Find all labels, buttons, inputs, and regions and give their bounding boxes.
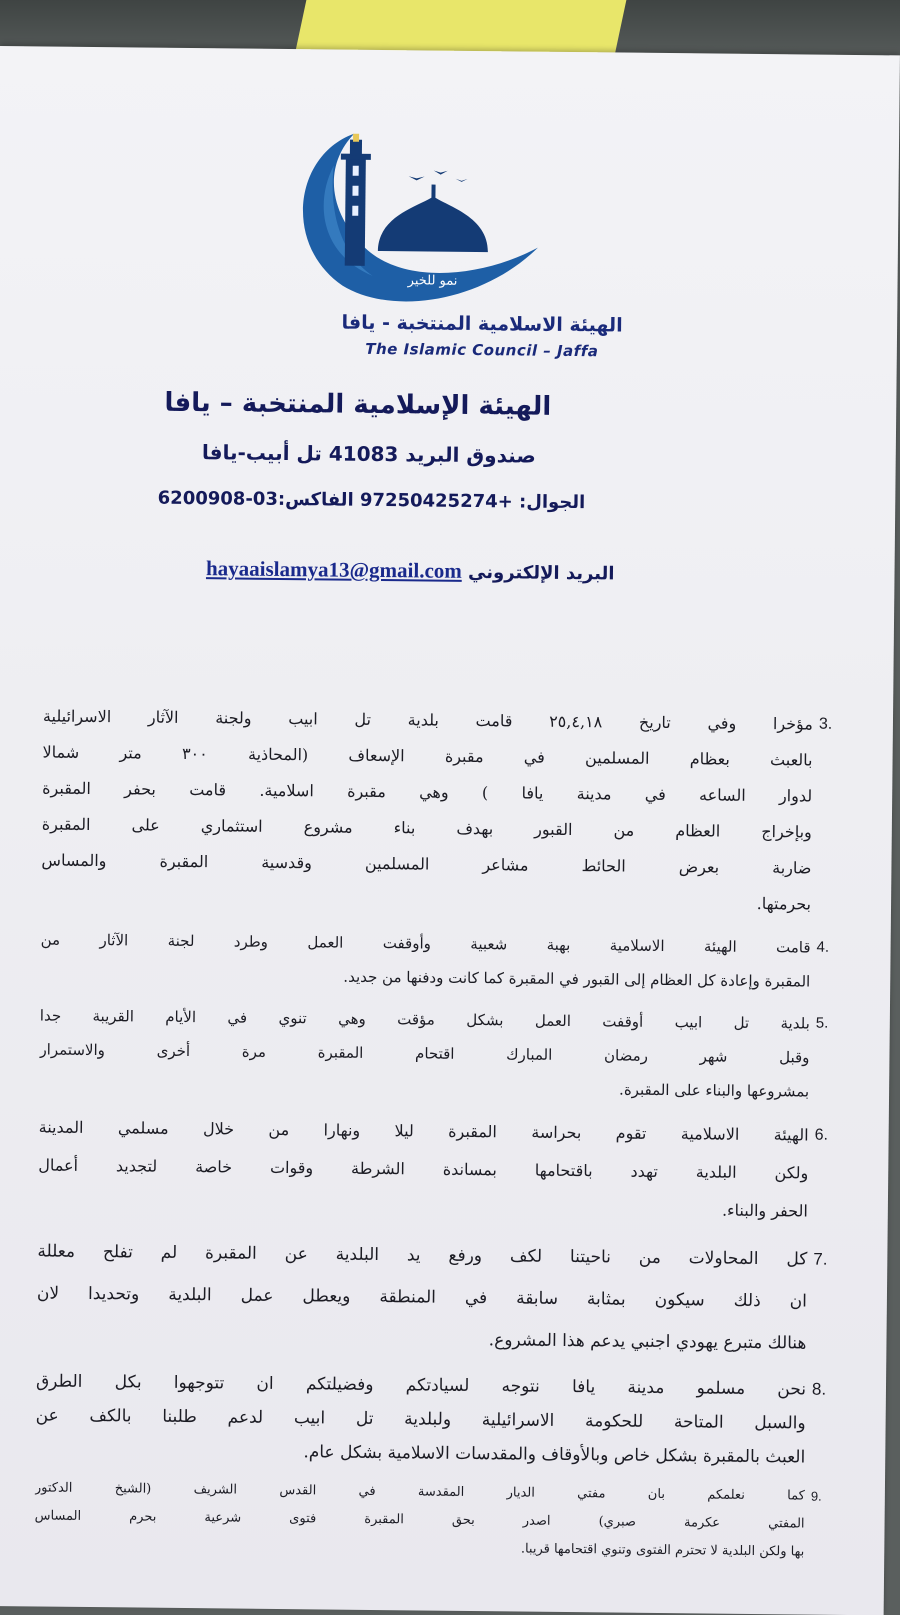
item-line: المفتي عكرمة صبري) اصدر بحق المقبرة فتوى شرعية بحرم المساس (34, 1508, 805, 1532)
item-line: ان ذلك سيكون بمثابة سابقة في المنطقة ويعطل عمل البلدية وتحديدا لان (36, 1283, 808, 1312)
letterhead-phones: الجوال: +97250425274 الفاكس:03-6200908 (157, 487, 586, 514)
item-line: لدوار الساعه في مدينة يافا ) وهي مقبرة اسلامية. قامت بحفر المقبرة (42, 778, 813, 806)
letterhead-title: الهيئة الإسلامية المنتخبة – يافا (164, 387, 552, 422)
item-line: نحن مسلمو مدينة يافا نتوجه لسيادتكم وفضيلتكم ان تتوجهوا بكل الطرق (35, 1371, 807, 1400)
item-line: المقبرة وإعادة كل العظام إلى القبور في المقبرة كما كانت ودفنها من جديد. (343, 967, 811, 991)
item-line: وبإخراج العظام من القبور بهدف بناء مشروع استثماري على المقبرة (41, 814, 812, 842)
item-line: ولكن البلدية تهدد باقتحامها بمساندة الشرطة وقوات خاصة لتجديد أعمال (38, 1155, 809, 1183)
letter-body (34, 698, 833, 1574)
item-number: 4. (816, 938, 830, 956)
item-line: الهيئة الاسلامية تقوم بحراسة المقبرة ليلا ونهارا من خلال مسلمي المدينة (38, 1117, 809, 1145)
item-line: والسبل المتاحة للحكومة الاسرائيلية ولبلدية تل ابيب لدعم طلبنا بالكف عن (35, 1405, 806, 1434)
list-item (39, 998, 829, 1108)
item-number: 5. (815, 1014, 829, 1032)
item-line: كل المحاولات من ناحيتنا لكف ورفع يد البلدية عن المقبرة لم تفلح معللة (37, 1241, 808, 1270)
item-line: كما نعلمكم بان مفتي الديار المقدسة في القدس الشريف (الشيخ الدكتور (34, 1480, 805, 1504)
item-line: بها ولكن البلدية لا تحترم الفتوى وتنوي اقتحامها قريبا. (520, 1541, 805, 1560)
item-line: بالعبث بعظام المسلمين في مقبرة الإسعاف (المحاذية ٣٠٠ متر شمالا (42, 742, 813, 770)
item-line: مؤخرا وفي تاريخ ٢٥,٤,١٨ قامت بلدية تل ابيب ولجنة الآثار الاسرائيلية (42, 706, 814, 734)
list-item (40, 922, 830, 998)
item-number: 8. (811, 1379, 827, 1399)
item-number: 6. (814, 1126, 829, 1144)
logo-english-name: The Islamic Council – Jaffa (365, 339, 599, 361)
logo-script: نمو للخير (407, 273, 458, 289)
item-number: 9. (810, 1488, 822, 1504)
item-line: العبث بالمقبرة بشكل خاص وبالأوقاف والمقدسات الاسلامية بشكل عام. (303, 1442, 806, 1468)
logo-arabic-name: الهيئة الاسلامية المنتخبة - يافا (341, 311, 623, 337)
list-item (38, 1108, 829, 1230)
letter-page (0, 46, 900, 1615)
council-logo (282, 125, 554, 313)
item-number: 7. (813, 1249, 828, 1269)
item-line: هنالك متبرع يهودي اجنبي يدعم هذا المشروع. (488, 1330, 807, 1354)
list-item (35, 1364, 827, 1474)
item-line: بلدية تل ابيب أوقفت العمل بشكل مؤقت وهي تنوي في الأيام القريبة جدا (39, 1006, 810, 1033)
item-line: بحرمتها. (756, 893, 812, 914)
item-line: الحفر والبناء. (721, 1200, 808, 1221)
letterhead-po-box: صندوق البريد 41083 تل أبيب-يافا (201, 440, 536, 468)
email-link[interactable]: hayaaislamya13@gmail.com (205, 556, 462, 583)
list-item (41, 698, 833, 922)
list-item (34, 1474, 822, 1566)
list-item (36, 1230, 828, 1364)
email-row (206, 556, 615, 585)
item-line: ضاربة بعرض الحائط مشاعر المسلمين وقدسية المقبرة والمساس (41, 850, 812, 878)
item-number: 3. (818, 715, 833, 733)
item-line: بمشروعها والبناء على المقبرة. (619, 1080, 810, 1101)
item-line: وقبل شهر رمضان المبارك اقتحام المقبرة مرة أخرى والاستمرار (39, 1040, 810, 1067)
item-line: قامت الهيئة الاسلامية بهبة شعبية وأوقفت العمل وطرد لجنة الآثار من (40, 930, 811, 957)
email-label: البريد الإلكتروني (467, 561, 615, 585)
